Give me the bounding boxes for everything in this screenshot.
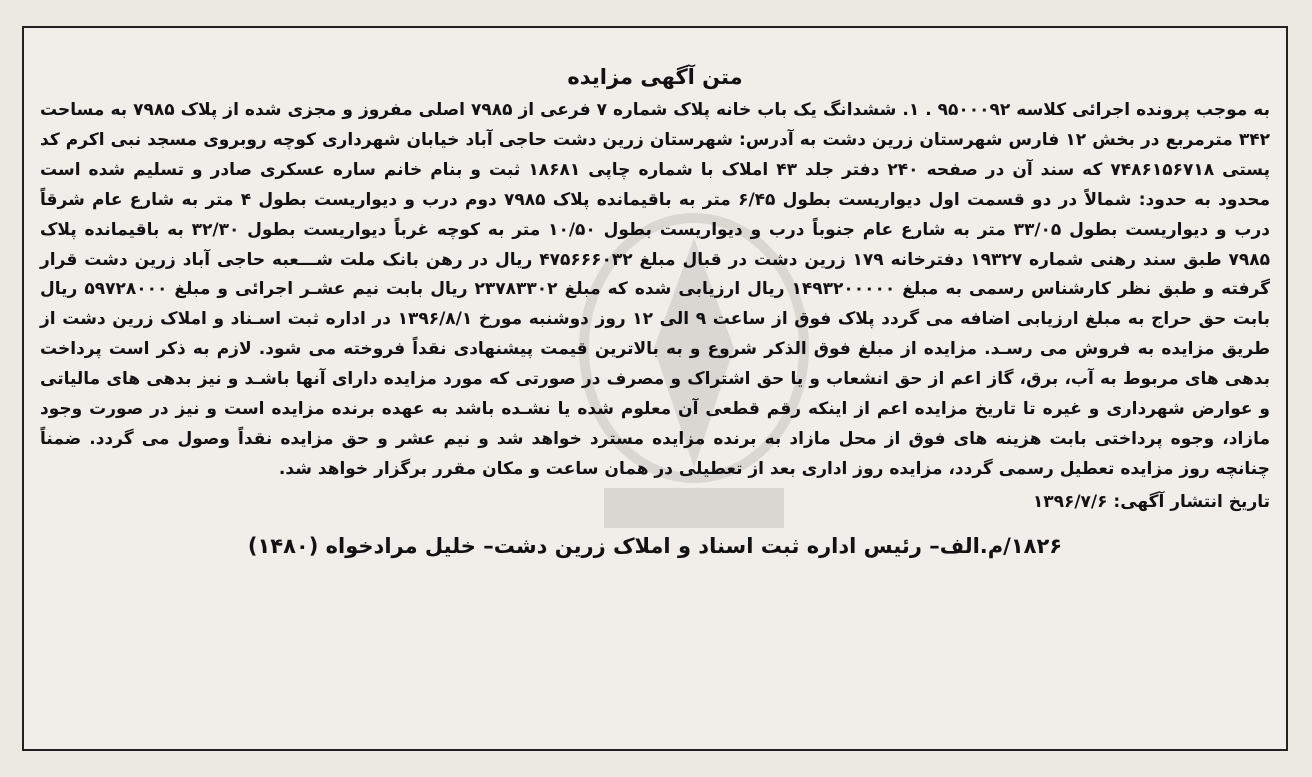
publish-date: تاریخ انتشار آگهی: ۱۳۹۶/۷/۶ — [1032, 491, 1270, 512]
notice-frame — [22, 26, 1288, 751]
notice-title: متن آگهی مزایده — [567, 65, 743, 89]
notice-footer: ۱۸۲۶/م.الف– رئیس اداره ثبت اسناد و املاک زرین دشت– خلیل مرادخواه (۱۴۸۰) — [247, 533, 1063, 558]
notice-body: به موجب پرونده اجرائی کلاسه ۹۵۰۰۰۹۲ . ۱. ششدانگ یک باب خانه پلاک شماره ۷ فرعی از ۷۹۸۵ اصلی مفروز و مجزی شده از پلاک ۷۹۸۵ به مساحت ۳۴۲ مترمربع در بخش ۱۲ فارس شهرستان زرین دشت به آدرس: شهرستان زرین دشت حاجی آباد خیابان شهرداری کوچه روبروی مسجد نبی اکرم کد پستی ۷۴۸۶۱۵۶۷۱۸ که سند آن در صفحه ۲۴۰ دفتر جلد ۴۳ املاک با شماره چاپی ۱۸۶۸۱ ثبت و بنام خانم ساره عسکری صادر و تسلیم شده است محدود به حدود: شمالاً در دو قسمت اول دیواریست بطول ۶/۴۵ متر به باقیمانده پلاک ۷۹۸۵ دوم درب و دیواریست بطول ۴ متر به شارع عام شرقاً درب و دیواریست بطول ۳۳/۰۵ متر به شارع عام جنوباً درب و دیواریست بطول ۱۰/۵۰ متر به کوچه غرباً دیواریست بطول ۳۲/۳۰ به باقیمانده پلاک ۷۹۸۵ طبق سند رهنی شماره ۱۹۳۲۷ دفترخانه ۱۷۹ زرین دشت در قبال مبلغ ۴۷۵۶۶۶۰۳۲ ریال در رهن بانک ملت شـــعبه حاجی آباد زرین دشت قرار گرفته و طبق نظر کارشناس رسمی به مبلغ ۱۴۹۳۲۰۰۰۰۰ ریال ارزیابی شده که مبلغ ۲۳۷۸۳۳۰۲ ریال بابت نیم عشـر اجرائی و مبلغ ۵۹۷۲۸۰۰۰ ریال بابت حق حراج به مبلغ ارزیابی اضافه می گردد پلاک فوق از ساعت ۹ الی ۱۲ روز دوشنبه مورخ ۱۳۹۶/۸/۱ در اداره ثبت اسـناد و املاک زرین دشت از طریق مزایده به فروش می رسـد. مزایده از مبلغ فوق الذکر شروع و به بالاترین قیمت پیشنهادی نقداً فروخته می شود. لازم به ذکر است پرداخت بدهی های مربوط به آب، برق، گاز اعم از حق انشعاب و یا حق اشتراک و مصرف در صورتی که مورد مزایده دارای آنها باشـد و نیز بدهی های مالیاتی و عوارض شهرداری و غیره تا تاریخ مزایده اعم از اینکه رقم قطعی آن معلوم شده یا نشـده باشد به عهده برنده مزایده است و نیز در صورت وجود مازاد، وجوه پرداختی بابت هزینه های فوق از محل مازاد به برنده مزایده مسترد خواهد شد و نیم عشر و حق مزایده نقداً وصول می گردد. ضمناً چنانچه روز مزایده تعطیل رسمی گردد، مزایده روز اداری بعد از تعطیلی در همان ساعت و مکان مقرر برگزار خواهد شد. — [40, 100, 1271, 479]
